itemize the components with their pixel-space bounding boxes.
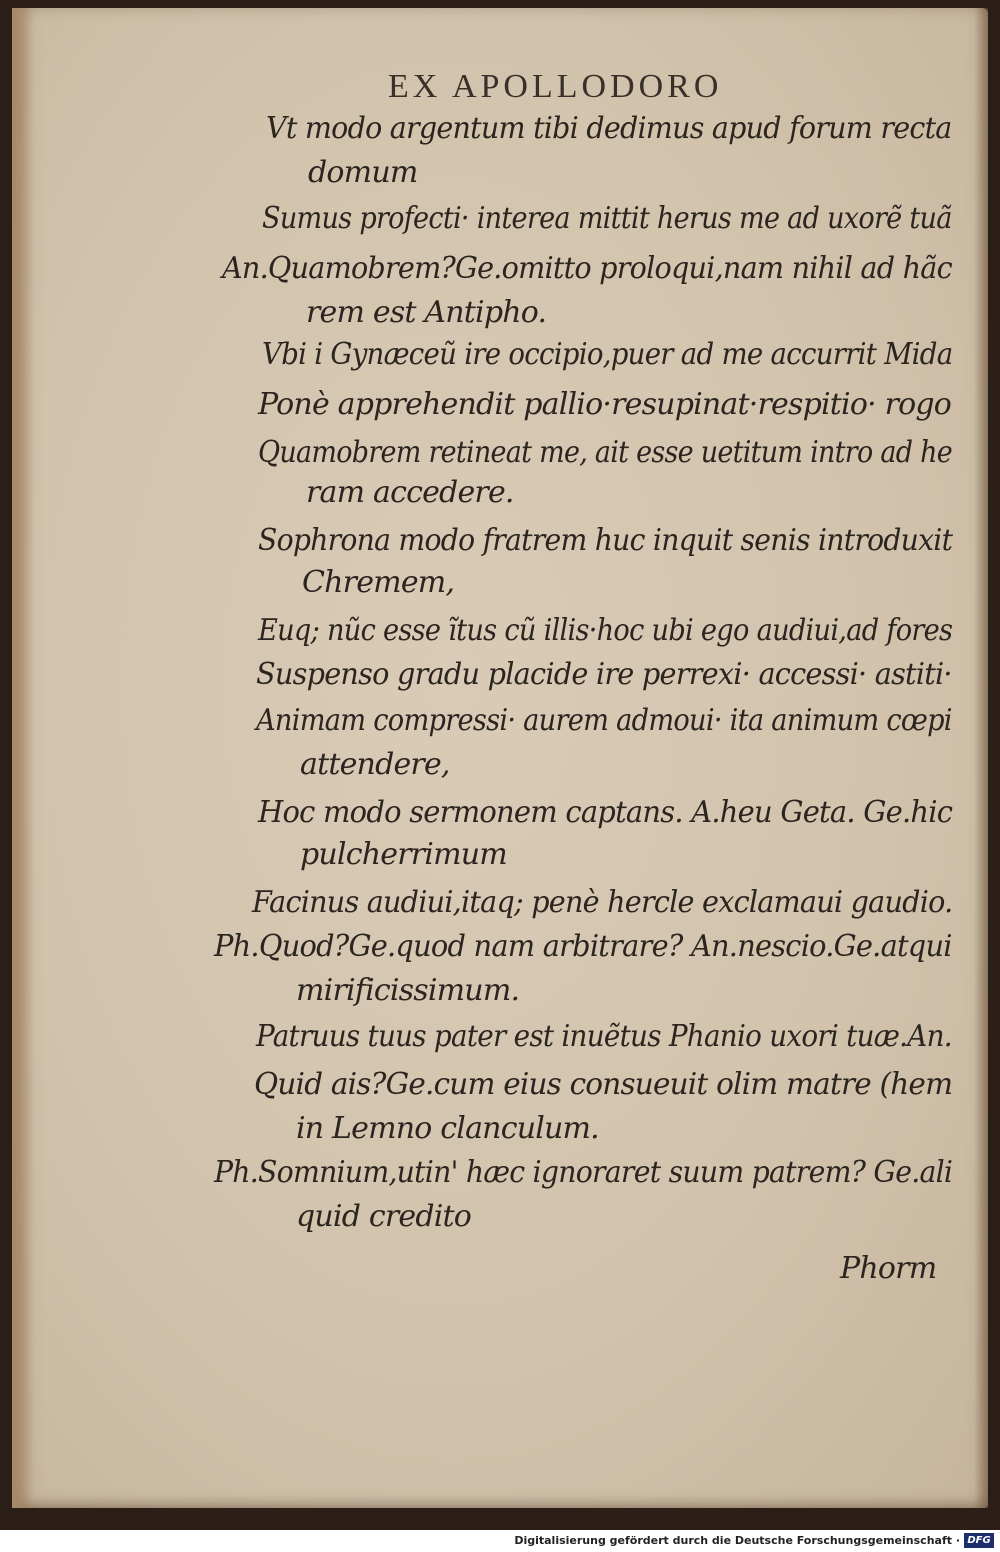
text-line: Hoc modo sermonem captans. A.heu Geta. Ge.hic — [258, 795, 953, 830]
page-right-edge — [974, 8, 988, 1508]
text-line: domum — [308, 155, 418, 190]
text-line: in Lemno clanculum. — [296, 1111, 599, 1146]
text-line: Ph.Somnium,utin' hæc ignoraret suum patrem? Ge.ali — [214, 1155, 953, 1190]
text-line: Ponè apprehendit pallio·resupinat·respitio· rogo — [258, 387, 952, 422]
catchword: Phorm — [840, 1251, 937, 1286]
dfg-logo-icon: DFG — [964, 1533, 994, 1548]
text-line: quid credito — [296, 1199, 472, 1234]
text-line: rem est Antipho. — [306, 295, 547, 330]
text-line: ram accedere. — [306, 475, 514, 510]
digitization-footer — [0, 1530, 1000, 1552]
text-line: Patruus tuus pater est inuẽtus Phanio uxori tuæ.An. — [256, 1019, 952, 1054]
text-line: Suspenso gradu placide ire perrexi· accessi· astiti· — [256, 657, 952, 692]
funding-notice: Digitalisierung gefördert durch die Deutsche Forschungsgemeinschaft · — [514, 1534, 960, 1547]
text-line: Chremem, — [302, 565, 455, 600]
text-line: Sophrona modo fratrem huc inquit senis introduxit — [258, 523, 953, 558]
text-line: An.Quamobrem?Ge.omitto proloqui,nam nihil ad hãc — [222, 251, 952, 286]
text-line: mirificissimum. — [296, 973, 520, 1008]
text-line: pulcherrimum — [300, 837, 507, 872]
text-line: Vt modo argentum tibi dedimus apud forum recta — [266, 111, 952, 146]
text-line: Facinus audiui,itaq; penè hercle exclamaui gaudio. — [252, 885, 953, 920]
text-line: Euq; nũc esse ĩtus cũ illis·hoc ubi ego audiui,ad fores — [258, 613, 953, 648]
text-line: attendere, — [300, 747, 450, 782]
page-left-edge — [12, 8, 34, 1508]
text-line: Vbi i Gynæceũ ire occipio,puer ad me accurrit Mida — [262, 337, 953, 372]
text-line: Ph.Quod?Ge.quod nam arbitrare? An.nescio.Ge.atqui — [214, 929, 952, 964]
text-line: Quamobrem retineat me, ait esse uetitum intro ad he — [258, 435, 953, 470]
running-header: EX APOLLODORO — [388, 68, 723, 105]
text-line: Sumus profecti· interea mittit herus me ad uxorẽ tuã — [262, 201, 952, 236]
text-line: Quid ais?Ge.cum eius consueuit olim matre (hem — [254, 1067, 953, 1102]
text-line: Animam compressi· aurem admoui· ita animum cœpi — [256, 703, 952, 738]
